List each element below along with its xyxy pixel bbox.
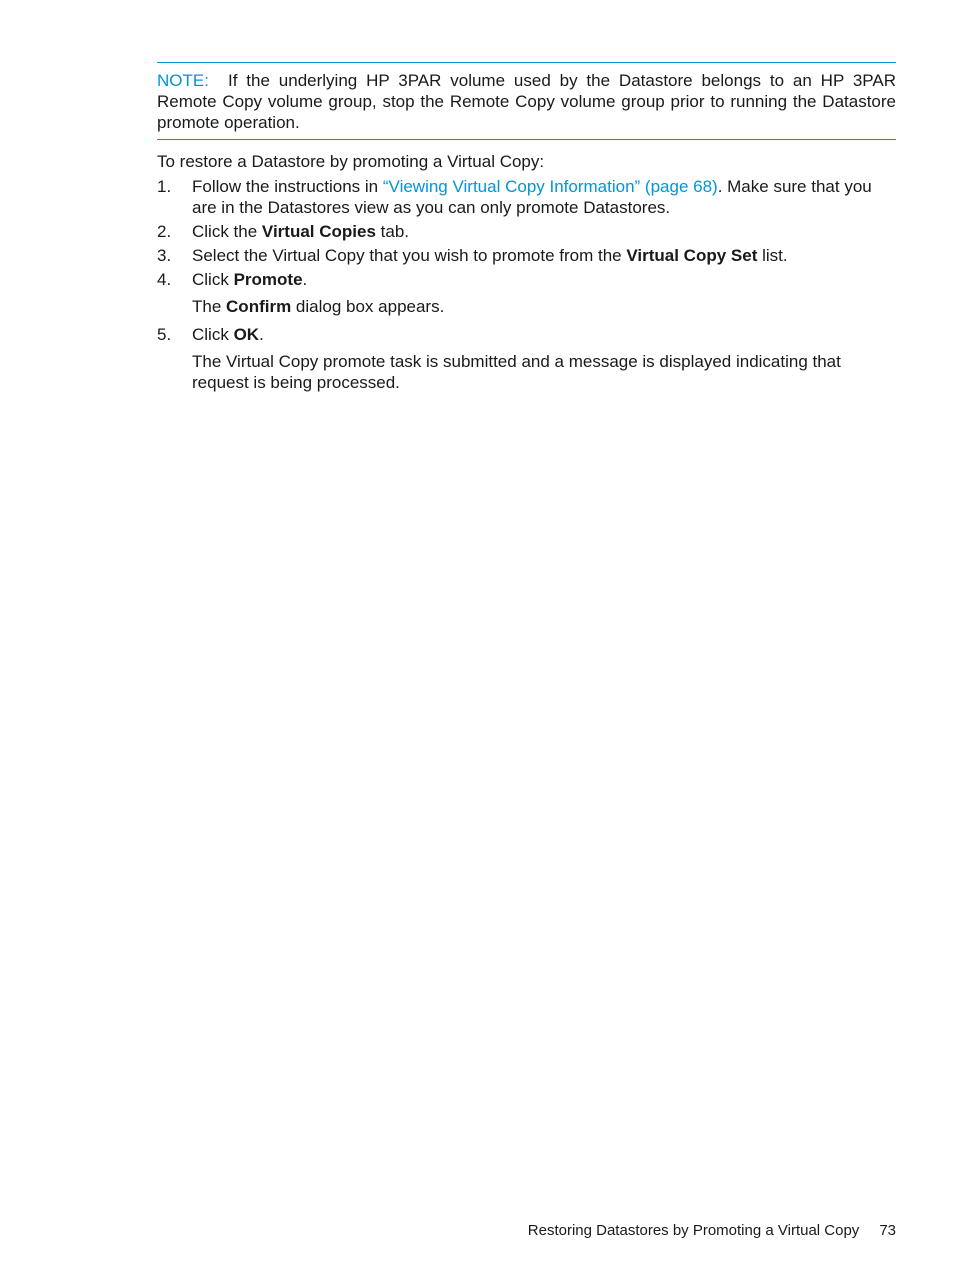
ui-term: Virtual Copies xyxy=(261,222,376,241)
ui-term: Confirm xyxy=(226,297,292,316)
ui-term: Virtual Copy Set xyxy=(626,246,758,265)
step-text-pre: Select the Virtual Copy that you wish to promote from the xyxy=(192,246,627,265)
note-label: NOTE: xyxy=(157,71,209,90)
step-result xyxy=(192,296,896,317)
list-item xyxy=(157,176,896,218)
step-number: 2. xyxy=(157,222,172,241)
step-text-post: . xyxy=(259,325,264,344)
footer-section-title: Restoring Datastores by Promoting a Virtual Copy xyxy=(527,1222,860,1239)
step-text-pre: Click the xyxy=(192,222,262,241)
step-number: 3. xyxy=(157,246,172,265)
ui-term: Promote xyxy=(233,270,303,289)
cross-reference-link[interactable]: “Viewing Virtual Copy Information” (page 68) xyxy=(382,177,718,196)
step-text-post: list. xyxy=(757,246,788,265)
page-footer xyxy=(528,1222,896,1239)
step-text-pre: Click xyxy=(192,325,234,344)
page-content xyxy=(157,62,896,400)
steps-list xyxy=(157,176,896,393)
intro-text: To restore a Datastore by promoting a Virtual Copy: xyxy=(157,152,545,171)
step-result: The Virtual Copy promote task is submitted and a message is displayed indicating that request is being processed. xyxy=(192,352,841,392)
ui-term: OK xyxy=(233,325,260,344)
step-text-post: . xyxy=(302,270,308,289)
list-item xyxy=(157,269,896,317)
list-item xyxy=(157,245,896,266)
note-box xyxy=(157,62,896,140)
step-text-pre: Follow the instructions in xyxy=(192,177,383,196)
step-number: 5. xyxy=(157,325,172,344)
list-item xyxy=(157,324,896,393)
step-text-post: tab. xyxy=(375,222,410,241)
step-text-post: . Make sure that you are in the Datastores view as you can only promote Datastores. xyxy=(192,177,872,217)
step-text-pre: Click xyxy=(192,270,234,289)
step-number: 1. xyxy=(157,177,172,196)
page-number: 73 xyxy=(879,1222,896,1239)
step-result-post: dialog box appears. xyxy=(291,297,445,316)
note-text: If the underlying HP 3PAR volume used by the Datastore belongs to an HP 3PAR Remote Copy volume group, stop the Remote Copy volume group prior to running the Datastore promote operation. xyxy=(157,71,896,132)
step-number: 4. xyxy=(157,270,172,289)
step-result-pre: The xyxy=(192,297,227,316)
list-item xyxy=(157,221,896,242)
